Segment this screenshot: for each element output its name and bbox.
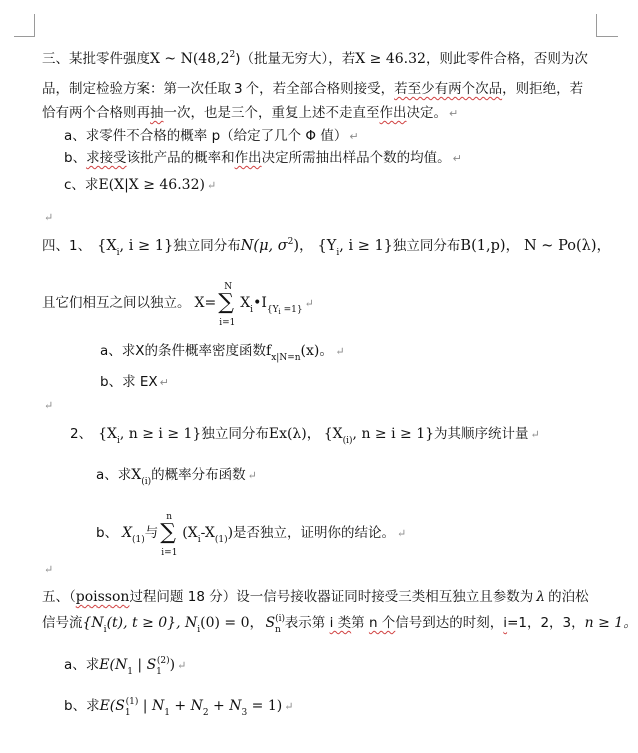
sigma-glyph: ∑ xyxy=(218,290,234,315)
empty-paragraph xyxy=(42,560,53,579)
paragraph-mark: ↵ xyxy=(397,527,407,540)
corner-mark-top-right-vertical xyxy=(596,14,597,36)
paragraph-mark: ↵ xyxy=(452,152,462,165)
p3-question-b: b、求接受该批产品的概率和作出决定所需抽出样品个数的均值。 ↵ xyxy=(64,150,462,166)
p5-question-b: b、求$E(S_1^{(1)}$ | $N_1 + N_2 + N_3 = 1$) ↵ xyxy=(64,697,294,718)
p3-question-c: c、求E(X|X ≥ 46.32) ↵ xyxy=(64,177,217,193)
p3-question-a: a、求零件不合格的概率 p（给定了几个 Φ 值） ↵ xyxy=(64,128,359,144)
paragraph-mark: ↵ xyxy=(44,211,54,224)
p4-question-a: a、求X的条件概率密度函数$f_{x|N=n}(x)$。 ↵ xyxy=(100,343,345,363)
paragraph-mark: ↵ xyxy=(449,107,459,120)
paragraph-mark: ↵ xyxy=(206,179,217,192)
p4-line-1: 四、1、 {$X_i$, i ≥ 1}独立同分布N(μ, $\sigma^2$)， {$Y_i$, i ≥ 1}独立同分布B(1,p)， N ~ Po(λ)， xyxy=(42,237,611,258)
p5-line-1: 五、（poisson过程问题 18 分）设一信号接收器证同时接受三类相互独立且参数为 λ 的泊松 xyxy=(42,589,589,605)
p4-question-2: 2、 {$X_i$, n ≥ i ≥ 1}独立同分布Ex(λ)， {$X_{(i)}$, n ≥ i ≥ 1}为其顺序统计量 ↵ xyxy=(70,426,540,446)
paragraph-mark: ↵ xyxy=(284,700,294,713)
p3-line-1: 三、某批零件强度X ~ N(48,2$^2$)（批量无穷大），若X ≥ 46.32，则此零件合格，否则为次 xyxy=(42,50,588,67)
paragraph-mark: ↵ xyxy=(335,345,345,358)
sigma-glyph: ∑ xyxy=(160,520,177,545)
paragraph-mark: ↵ xyxy=(177,659,187,672)
p5-question-a: a、求$E(N_1$ | $S_1^{(2)}$) ↵ xyxy=(64,656,187,677)
p5-line-2: 信号流{$N_i(t)$, t ≥ 0}, $N_i(0) = 0$， $S^{(i)}_n$ 表示第 i 类第 n 个信号到达的时刻，i=1，2，3，n ≥ 1。 xyxy=(42,614,638,635)
p3-line-3: 恰有两个合格则再抽一次，也是三个，重复上述不走直至作出决定。 ↵ xyxy=(42,105,459,121)
corner-mark-top-left-vertical xyxy=(34,14,35,36)
p4-question-2a: a、求$X_{(i)}$的概率分布函数 ↵ xyxy=(96,467,257,487)
p3-line-2: 品，制定检验方案：第一次任取 3 个，若全部合格则接受，若至少有两个次品，则拒绝，若 xyxy=(42,81,584,97)
corner-mark-top-right-horizontal xyxy=(596,36,618,37)
paragraph-mark: ↵ xyxy=(159,376,169,389)
paragraph-mark: ↵ xyxy=(44,563,54,576)
paragraph-mark: ↵ xyxy=(349,130,359,143)
p4-line-2: 且它们相互之间以独立。 X= N ∑ i=1 $X_i•I_{\{Yi}$ $_{=1\}}$ ↵ xyxy=(42,282,314,328)
corner-mark-top-left-horizontal xyxy=(14,36,35,37)
summation-symbol: n ∑ i=1 xyxy=(160,512,178,558)
empty-paragraph xyxy=(42,208,53,227)
p4-question-b: b、求 EX ↵ xyxy=(100,374,169,390)
paragraph-mark: ↵ xyxy=(304,297,314,310)
summation-symbol: N ∑ i=1 xyxy=(218,282,236,328)
paragraph-mark: ↵ xyxy=(44,399,54,412)
empty-paragraph xyxy=(42,396,53,415)
paragraph-mark: ↵ xyxy=(530,428,540,441)
paragraph-mark: ↵ xyxy=(247,469,257,482)
p4-question-2b: b、 $X_{(1)}$与 n ∑ i=1 $(X_i-X_{(1)})$是否独立，证明你的结论。 ↵ xyxy=(96,512,407,558)
